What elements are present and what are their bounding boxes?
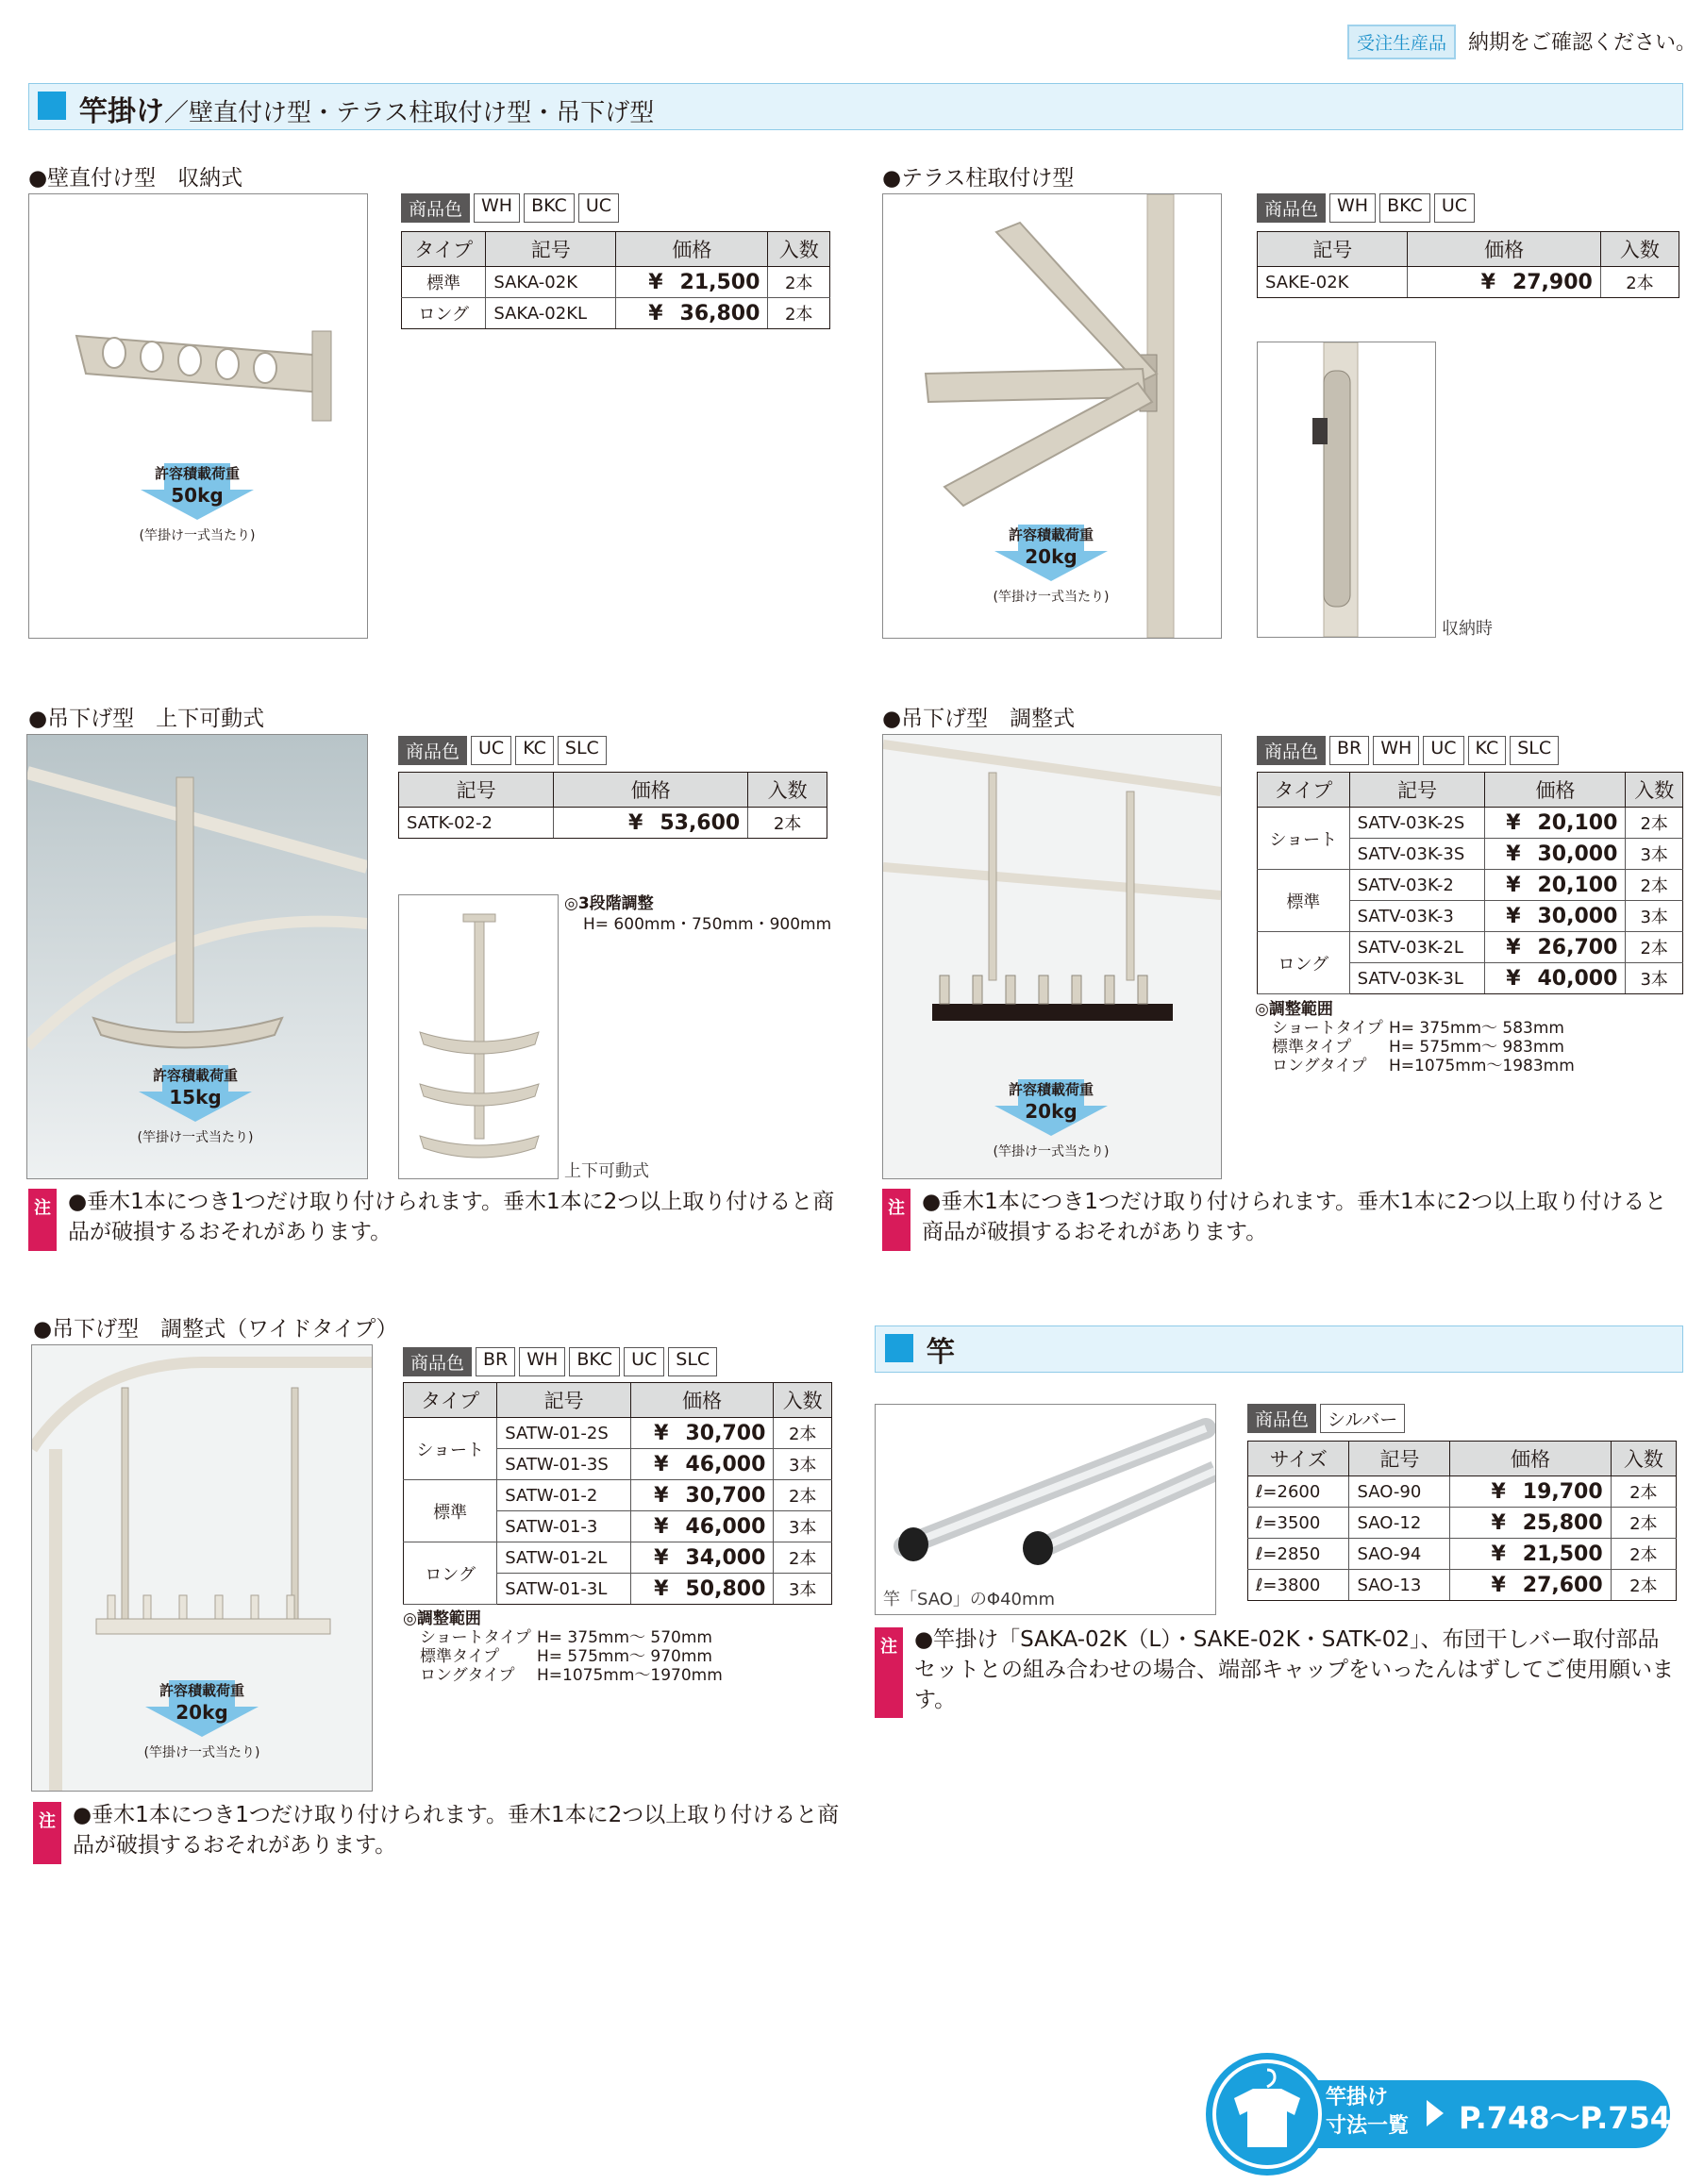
tshirt-icon (1206, 2053, 1328, 2176)
note-tag: 注 (875, 1627, 903, 1718)
adjust-type-heading: ●吊下げ型 調整式 (882, 707, 1076, 731)
updown-color-row: 商品色 UC KC SLC (398, 736, 607, 765)
table-row: ℓ=3500 SAO-12 ¥ 25,800 2本 (1248, 1508, 1677, 1539)
wide-range-short: ショートタイプ H= 375mm～ 570mm (420, 1628, 712, 1647)
pole-section-bar (875, 1325, 1683, 1373)
wall-product-photo (28, 193, 368, 639)
wide-color-row: 商品色 BR WH BKC UC SLC (403, 1347, 717, 1376)
footer-tshirt-badge (1206, 2053, 1328, 2176)
adjust-range-short: ショートタイプ H= 375mm～ 583mm (1272, 1019, 1564, 1038)
wide-range-long: ロングタイプ H=1075mm～1970mm (420, 1666, 723, 1685)
wide-load-label: 許容積載荷重 20kg (竿掛け一式当たり) (136, 1680, 268, 1761)
pole-product-photo (875, 1404, 1216, 1615)
updown-diagram-photo (398, 894, 559, 1179)
wide-range-title: ◎調整範囲 (403, 1609, 481, 1628)
table-row: 標準 SATV-03K-2 ¥ 20,100 2本 (1258, 870, 1683, 901)
wide-product-photo (31, 1344, 373, 1792)
table-row: ℓ=2850 SAO-94 ¥ 21,500 2本 (1248, 1539, 1677, 1570)
section-square-icon (38, 92, 66, 120)
wall-load-value: 50kg (171, 484, 224, 507)
table-row: SATV-03K-3 ¥ 30,000 3本 (1258, 901, 1683, 932)
table-row: ℓ=3800 SAO-13 ¥ 27,600 2本 (1248, 1570, 1677, 1601)
note-tag: 注 (28, 1189, 57, 1251)
updown-type-heading: ●吊下げ型 上下可動式 (28, 707, 265, 731)
wide-load-value: 20kg (175, 1701, 228, 1724)
terrace-stored-photo (1257, 342, 1436, 638)
note-tag: 注 (33, 1802, 61, 1864)
updown-spec-table: 記号 価格 入数 SATK-02-2 ¥ 53,600 2本 (398, 772, 827, 839)
updown-adjust-heights: H= 600mm・750mm・900mm (583, 915, 832, 934)
adjust-spec-table: タイプ 記号 価格 入数 ショート SATV-03K-2S ¥ 20,100 2本 SATV-03K-3S ¥ 30,000 3本 標準 SATV-03K-2 ¥ 20,100 2本 SATV-03K-3 ¥ 30,000 3本 ロング SATV-03K-2L ¥ 26,700 2本 SATV-03K-3L ¥ 40,000 3本 (1257, 772, 1683, 994)
table-row: ショート SATW-01-2S ¥ 30,700 2本 (404, 1418, 832, 1449)
section-title: 竿掛け／壁直付け型・テラス柱取付け型・吊下げ型 (79, 95, 655, 128)
table-row: ロング SATW-01-2L ¥ 34,000 2本 (404, 1542, 832, 1574)
wall-spec-table: タイプ 記号 価格 入数 標準 SAKA-02K ¥ 21,500 2本 ロング SAKA-02KL ¥ 36,800 2本 (401, 231, 830, 329)
wide-spec-table: タイプ 記号 価格 入数 ショート SATW-01-2S ¥ 30,700 2本 SATW-01-3S ¥ 46,000 3本 標準 SATW-01-2 ¥ 30,700 2本 SATW-01-3 ¥ 46,000 3本 ロング SATW-01-2L ¥ 34,000 2本 SATW-01-3L ¥ 50,800 3本 (403, 1382, 832, 1605)
wall-color-row: 商品色 WH BKC UC (401, 193, 619, 223)
table-row: ショート SATV-03K-2S ¥ 20,100 2本 (1258, 808, 1683, 839)
table-row: SATW-01-3 ¥ 46,000 3本 (404, 1511, 832, 1542)
pole-section-title: 竿 (927, 1336, 955, 1369)
table-row: SATK-02-2 ¥ 53,600 2本 (399, 808, 827, 839)
footer-label: 竿掛け 寸法一覧 (1326, 2086, 1410, 2138)
delivery-note: 納期をご確認ください。 (1468, 31, 1697, 55)
table-row: ロング SAKA-02KL ¥ 36,800 2本 (402, 298, 830, 329)
adjust-range-standard: 標準タイプ H= 575mm～ 983mm (1272, 1038, 1564, 1057)
section-square-icon (885, 1334, 913, 1362)
footer-page-range[interactable]: P.748～P.754 (1459, 2100, 1672, 2136)
table-row: 標準 SAKA-02K ¥ 21,500 2本 (402, 267, 830, 298)
pole-note: ●竿掛け「SAKA-02K（L）・SAKE-02K・SATK-02」、布団干しバー取付部品セットとの組み合わせの場合、端部キャップをいったんはずしてご使用願います。 (914, 1627, 1674, 1712)
rafter-note-3: ●垂木1本につき1つだけ取り付けられます。垂木1本に2つ以上取り付けると商品が破損するおそれがあります。 (73, 1803, 840, 1858)
table-row: ℓ=2600 SAO-90 ¥ 19,700 2本 (1248, 1476, 1677, 1508)
wide-range-standard: 標準タイプ H= 575mm～ 970mm (420, 1647, 712, 1666)
terrace-load-value: 20kg (1025, 545, 1078, 568)
adjust-color-row: 商品色 BR WH UC KC SLC (1257, 736, 1559, 765)
terrace-load-label: 許容積載荷重 20kg (竿掛け一式当たり) (985, 525, 1117, 606)
footer-arrow-icon (1427, 2100, 1444, 2126)
updown-adjust-title: ◎3段階調整 (564, 894, 654, 913)
table-row: 標準 SATW-01-2 ¥ 30,700 2本 (404, 1480, 832, 1511)
updown-product-photo (26, 734, 368, 1179)
terrace-stored-caption: 収納時 (1442, 619, 1493, 639)
note-tag: 注 (882, 1189, 910, 1251)
wall-load-label: 許容積載荷重 50kg (竿掛け一式当たり) (131, 463, 263, 544)
table-row: ロング SATV-03K-2L ¥ 26,700 2本 (1258, 932, 1683, 963)
table-row: SATV-03K-3L ¥ 40,000 3本 (1258, 963, 1683, 994)
terrace-type-heading: ●テラス柱取付け型 (882, 166, 1075, 191)
table-row: SATW-01-3S ¥ 46,000 3本 (404, 1449, 832, 1480)
updown-load-label: 許容積載荷重 15kg (竿掛け一式当たり) (129, 1065, 261, 1146)
terrace-product-photo (882, 193, 1222, 639)
wide-type-heading: ●吊下げ型 調整式（ワイドタイプ） (33, 1317, 398, 1342)
table-row: SATV-03K-3S ¥ 30,000 3本 (1258, 839, 1683, 870)
adjust-product-photo (882, 734, 1222, 1179)
rafter-note-1: ●垂木1本につき1つだけ取り付けられます。垂木1本に2つ以上取り付けると商品が破損するおそれがあります。 (68, 1190, 835, 1244)
adjust-load-value: 20kg (1025, 1100, 1078, 1123)
wall-type-heading: ●壁直付け型 収納式 (28, 166, 243, 191)
updown-caption: 上下可動式 (564, 1161, 649, 1181)
terrace-color-row: 商品色 WH BKC UC (1257, 193, 1475, 223)
updown-load-value: 15kg (169, 1086, 222, 1109)
rafter-note-2: ●垂木1本につき1つだけ取り付けられます。垂木1本に2つ以上取り付けると商品が破損するおそれがあります。 (922, 1190, 1667, 1244)
pole-caption: 竿「SAO」のΦ40mm (883, 1590, 1056, 1609)
pole-spec-table: サイズ 記号 価格 入数 ℓ=2600 SAO-90 ¥ 19,700 2本 ℓ=3500 SAO-12 ¥ 25,800 2本 ℓ=2850 SAO-94 ¥ 21,500 2本 ℓ=3800 SAO-13 ¥ 27,600 2本 (1247, 1441, 1677, 1601)
made-to-order-badge: 受注生産品 (1347, 25, 1456, 59)
adjust-range-long: ロングタイプ H=1075mm～1983mm (1272, 1057, 1575, 1075)
table-row: SAKE-02K ¥ 27,900 2本 (1258, 267, 1679, 298)
terrace-spec-table: 記号 価格 入数 SAKE-02K ¥ 27,900 2本 (1257, 231, 1679, 298)
adjust-load-label: 許容積載荷重 20kg (竿掛け一式当たり) (985, 1079, 1117, 1160)
pole-color-row: 商品色 シルバー (1247, 1404, 1405, 1433)
adjust-range-title: ◎調整範囲 (1255, 1000, 1333, 1019)
table-row: SATW-01-3L ¥ 50,800 3本 (404, 1574, 832, 1605)
